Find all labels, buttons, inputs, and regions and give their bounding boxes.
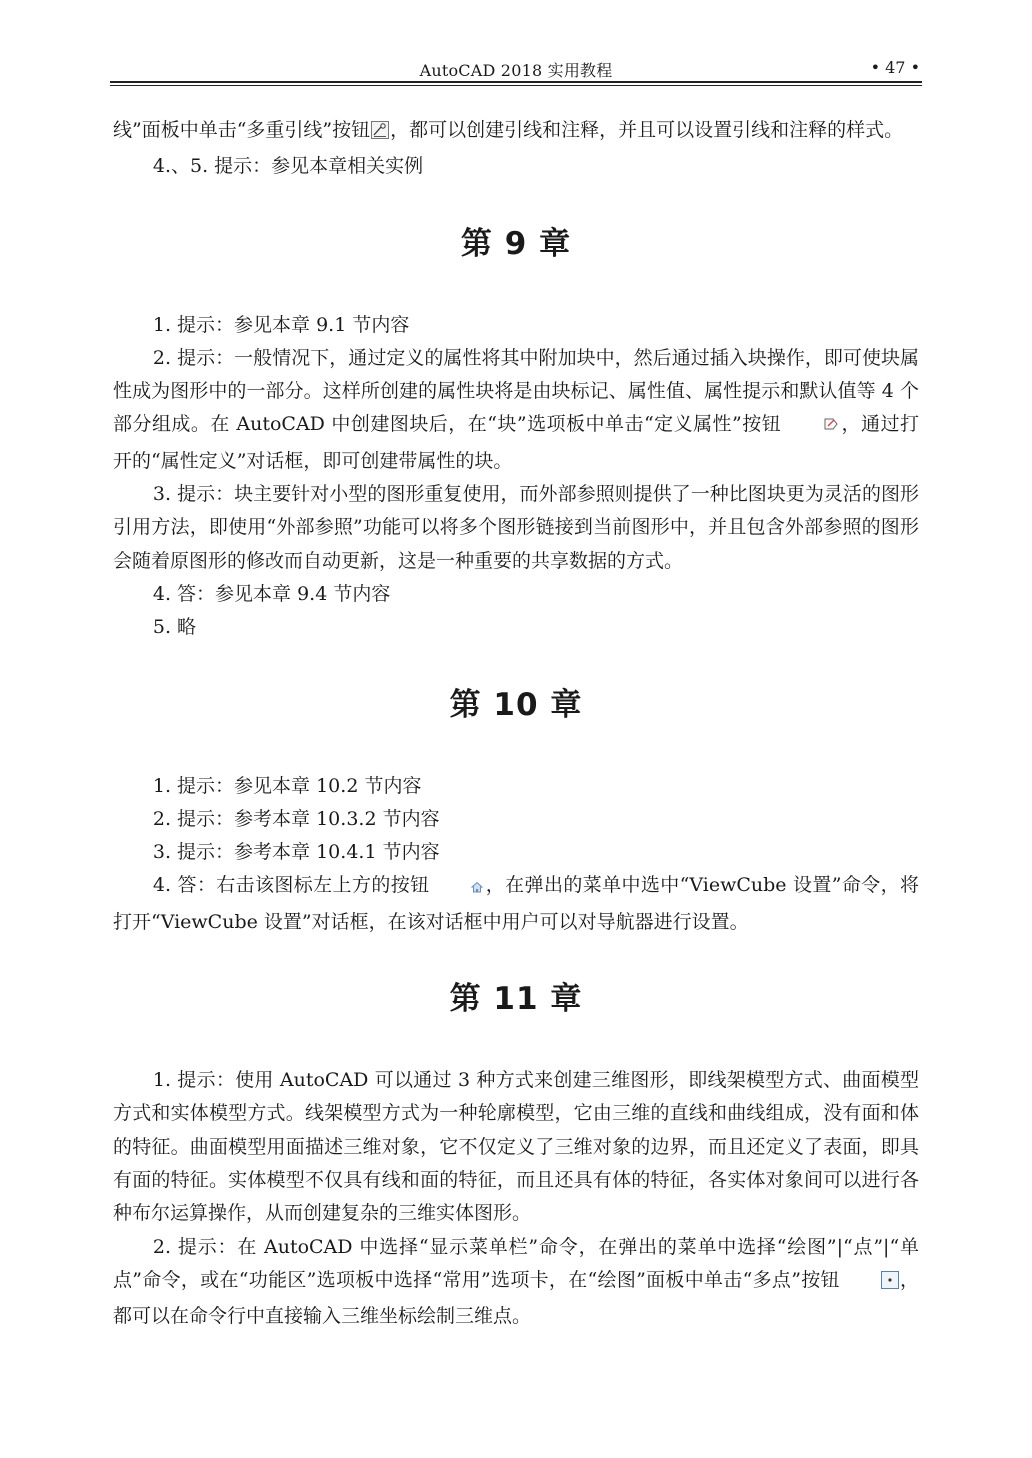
ch11-item-2-tail: ，都可以在命令行中直接输入三维坐标绘制三维点。: [113, 1268, 919, 1328]
header-rule-thin: [110, 85, 922, 86]
ch9-item-1: 1. 提示：参见本章 9.1 节内容: [152, 313, 410, 336]
ch11-item-1: 1. 提示：使用 AutoCAD 可以通过 3 种方式来创建三维图形，即线架模型方式、曲面模型方式和实体模型方式。线架模型方式为一种轮廓模型，它由三维的直线和曲线组成，没有面和体的特征。曲面模型用面描述三维对象，它不仅定义了三维对象的边界，而且还定义了表面，即具有面的特征。实体模型不仅具有线和面的特征，而且还具有体的特征，各实体对象间可以进行各种布尔运算操作，从而创建复杂的三维实体图形。: [113, 1069, 919, 1225]
multipoint-icon: [841, 1267, 899, 1300]
running-header-title: AutoCAD 2018 实用教程: [419, 61, 613, 80]
ch9-item-3: 3. 提示：块主要针对小型的图形重复使用，而外部参照则提供了一种比图块更为灵活的图形引用方法，即使用“外部参照”功能可以将多个图形链接到当前图形中，并且包含外部参照的图形会随着原图形的修改而自动更新，这是一种重要的共享数据的方式。: [113, 483, 919, 572]
ch10-item-2: 2. 提示：参考本章 10.3.2 节内容: [152, 807, 440, 830]
intro-text-a: 线”面板中单击“多重引线”按钮: [113, 119, 371, 141]
chapter-11-title: 第 11 章: [449, 981, 583, 1018]
ch11-item-2-text: 2. 提示：在 AutoCAD 中选择“显示菜单栏”命令，在弹出的菜单中选择“绘图”|“点”|“单点”命令，或在“功能区”选项板中选择“常用”选项卡，在“绘图”面板中单击“多点”按钮: [113, 1235, 919, 1291]
intro-text-b: ，都可以创建引线和注释，并且可以设置引线和注释的样式。: [390, 119, 904, 141]
multileader-icon: [371, 117, 389, 150]
ch10-item-1: 1. 提示：参见本章 10.2 节内容: [152, 774, 422, 797]
ch11-item-2: [113, 1231, 919, 1334]
ch9-item-2: [113, 342, 919, 478]
ch10-item-4-tail: ，在弹出的菜单中选中“ViewCube 设置”命令，将打开“ViewCube 设置”对话框，在该对话框中用户可以对导航器进行设置。: [113, 874, 919, 933]
header-rule-thick: [110, 81, 922, 83]
intro-item-4-5: 4.、5. 提示：参见本章相关实例: [152, 155, 424, 178]
ch9-item-2-tail: ，通过打开的“属性定义”对话框，即可创建带属性的块。: [113, 413, 919, 472]
ch9-item-2-text: 2. 提示：一般情况下，通过定义的属性将其中附加块中，然后通过插入块操作，即可使块属性成为图形中的一部分。这样所创建的属性块将是由块标记、属性值、属性提示和默认值等 4 个部分组成。在 AutoCAD 中创建图块后，在“块”选项板中单击“定义属性”按钮: [113, 346, 919, 436]
ch10-item-4-text: 4. 答：右击该图标左上方的按钮: [152, 874, 430, 897]
ch9-item-4: 4. 答：参见本章 9.4 节内容: [152, 582, 391, 605]
chapter-10-title: 第 10 章: [449, 686, 583, 723]
define-attribute-icon: [782, 411, 840, 444]
page-content: [113, 114, 919, 1333]
chapter-9-title: 第 9 章: [460, 225, 572, 262]
ch10-item-4: [113, 869, 919, 939]
viewcube-home-icon: [431, 872, 485, 905]
ch10-item-3: 3. 提示：参考本章 10.4.1 节内容: [152, 841, 440, 864]
ch9-item-5: 5. 略: [152, 616, 197, 639]
intro-paragraph: [113, 114, 919, 150]
page-number: • 47 •: [870, 58, 920, 77]
